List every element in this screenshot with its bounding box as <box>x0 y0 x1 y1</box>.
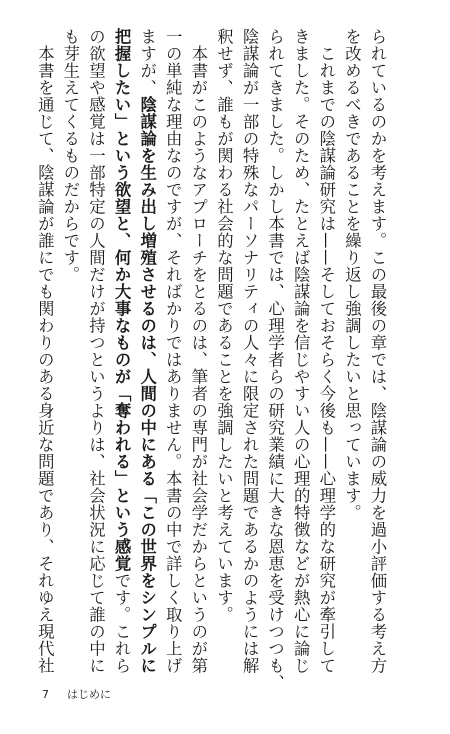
body-text <box>32 28 390 691</box>
text-segment: 本書を通じて、陰謀論が誰にでも関わりのある身近な問題であり、それゆえ現代社 <box>35 28 55 674</box>
section-title: はじめに <box>67 688 111 701</box>
text-segment: 本書がこのようなアプローチをとるのは、筆者の専門が社会学だからというのが第 <box>188 28 208 674</box>
text-line <box>57 28 83 640</box>
text-segment: きました。そのため、たとえば陰謀論を信じやすい人の心理的特徴などが熱心に論じ <box>291 28 311 674</box>
text-segment: 陰謀論が一部の特殊なパーソナリティの人々に限定された問題であるかのようには解 <box>240 28 260 674</box>
text-line <box>339 28 365 640</box>
text-line <box>211 28 237 640</box>
text-line <box>313 28 339 674</box>
text-segment: です。これら <box>112 572 132 674</box>
text-line <box>364 28 390 674</box>
text-segment: を改めるべきであることを繰り返し強調したいと思っています。 <box>342 28 362 521</box>
text-segment: も芽生えてくるものだからです。 <box>60 28 80 283</box>
text-line <box>108 28 134 674</box>
text-segment: られてきました。しかし本書では、心理学者らの研究業績に大きな恩恵を受けつつも、 <box>265 28 285 691</box>
text-line <box>160 28 186 674</box>
text-line <box>83 28 109 674</box>
text-segment: 釈せず、誰もが関わる社会的な問題であることを強調したいと考えています。 <box>214 28 234 623</box>
text-segment: の欲望や感覚は一部特定の人間だけが持つというよりは、社会状況に応じて誰の中に <box>86 28 106 674</box>
text-segment: 一の単純な理由なのですが、そればかりではありません。本書の中で詳しく取り上げ <box>163 28 183 674</box>
text-line <box>32 28 58 674</box>
page-footer <box>42 686 111 702</box>
emphasized-text: 陰謀論を生み出し増殖させるのは、人間の中にある「この世界をシンプルに <box>137 96 157 674</box>
text-line <box>288 28 314 674</box>
text-line <box>262 28 288 691</box>
text-line <box>185 28 211 674</box>
text-line <box>134 28 160 674</box>
text-segment: られているのかを考えます。この最後の章では、陰謀論の威力を過小評価する考え方 <box>368 28 387 674</box>
text-segment: ますが、 <box>137 28 157 96</box>
text-line <box>236 28 262 674</box>
emphasized-text: 把握したい」という欲望と、何か大事なものが「奪われる」という感覚 <box>112 28 132 572</box>
page-number: 7 <box>42 688 49 701</box>
text-segment: これまでの陰謀論研究は——そしておそらく今後も——心理学的な研究が牽引して <box>316 28 336 674</box>
